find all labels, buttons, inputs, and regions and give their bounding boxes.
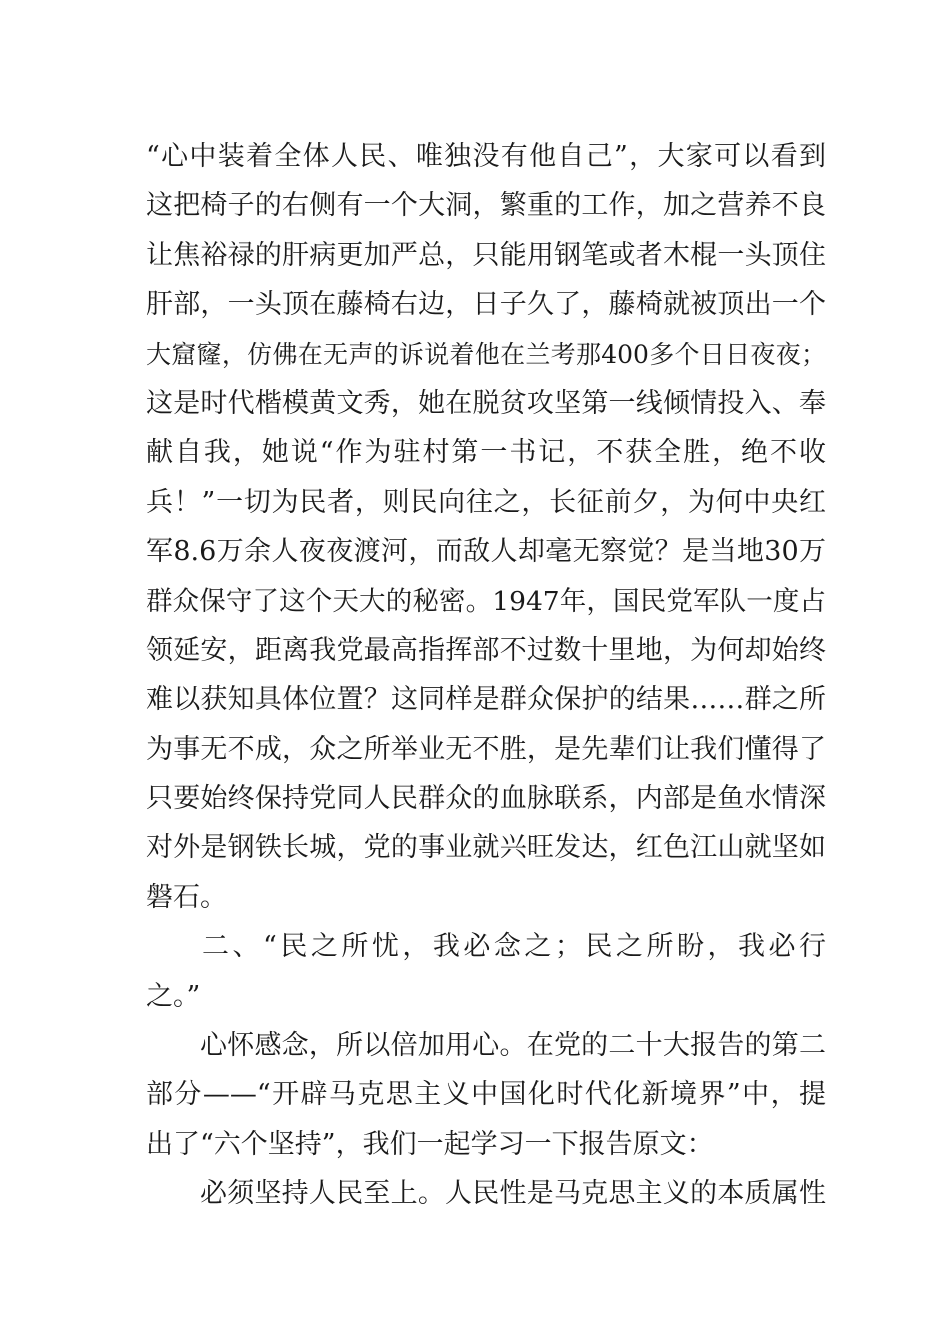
text-line: 军8.6万余人夜夜渡河，而敌人却毫无察觉？是当地30万: [146, 536, 826, 568]
section-heading-end: 之。”: [146, 980, 201, 1012]
text-line: 只要始终保持党同人民群众的血脉联系，内部是鱼水情深: [146, 783, 826, 815]
text-line: 为事无不成，众之所举业无不胜，是先辈们让我们懂得了: [146, 733, 826, 765]
text-line: 让焦裕禄的肝病更加严总，只能用钢笔或者木棍一头顶住: [146, 239, 826, 271]
text-line: 出了“六个坚持”，我们一起学习一下报告原文：: [146, 1128, 714, 1160]
text-line: “心中装着全体人民、唯独没有他自己”，大家可以看到: [146, 141, 826, 172]
text-line: 肝部，一头顶在藤椅右边，日子久了，藤椅就被顶出一个: [146, 289, 826, 321]
text-line: 大窟窿，仿佛在无声的诉说着他在兰考那400多个日日夜夜；: [146, 339, 826, 369]
text-line: 心怀感念，所以倍加用心。在党的二十大报告的第二: [200, 1030, 826, 1062]
text-line: 对外是钢铁长城，党的事业就兴旺发达，红色江山就坚如: [146, 832, 826, 864]
section-heading: 二、“民之所忧，我必念之；民之所盼，我必行: [202, 931, 826, 963]
text-line: 兵！”一切为民者，则民向往之，长征前夕，为何中央红: [146, 486, 826, 518]
body-text: [146, 132, 826, 1219]
text-line: 难以获知具体位置？这同样是群众保护的结果……群之所: [146, 684, 826, 716]
text-line: 必须坚持人民至上。人民性是马克思主义的本质属性: [200, 1178, 826, 1210]
text-line: 这是时代楷模黄文秀，她在脱贫攻坚第一线倾情投入、奉: [146, 387, 826, 419]
text-line: 部分——“开辟马克思主义中国化时代化新境界”中，提: [146, 1079, 826, 1111]
text-line: 磐石。: [146, 881, 227, 913]
text-line: 群众保守了这个天大的秘密。1947年，国民党军队一度占: [146, 585, 826, 617]
text-line: 领延安，距离我党最高指挥部不过数十里地，为何却始终: [146, 634, 826, 666]
text-line: 献自我，她说“作为驻村第一书记，不获全胜，绝不收: [146, 437, 826, 469]
text-line: 这把椅子的右侧有一个大洞，繁重的工作，加之营养不良: [146, 190, 826, 222]
